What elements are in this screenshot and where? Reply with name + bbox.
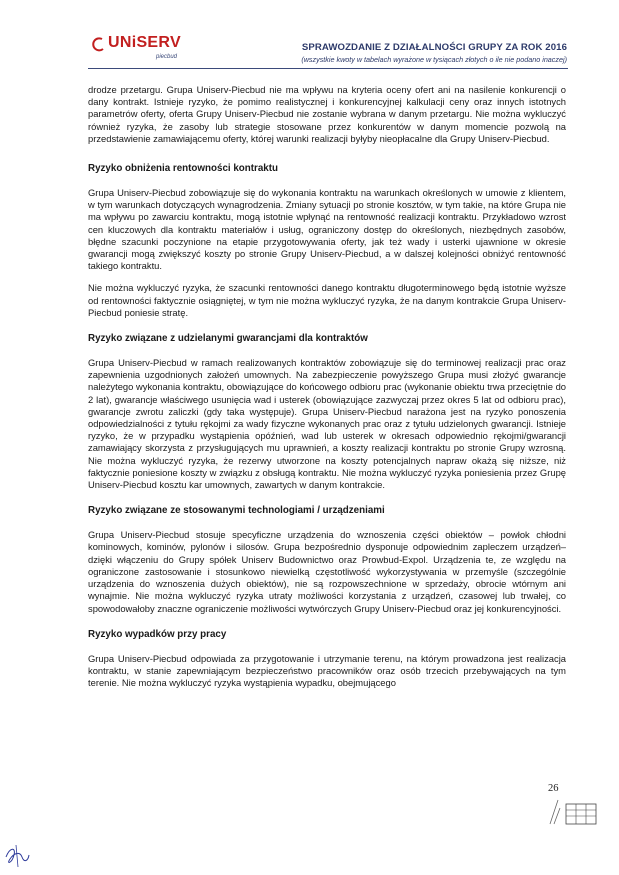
section-heading: Ryzyko związane ze stosowanymi technologiami / urządzeniami (88, 505, 385, 517)
paragraph: Grupa Uniserv-Piecbud stosuje specyficzne urządzenia do wznoszenia części obiektów – powłok chłodni kominowych, kominów, pylonów i silosów. Grupa bezpośrednio dysponuje odpowiednim zapleczem urządzeń– dzięki włączeniu do Grupy spółek Uniserv Budownictwo oraz Prowbud-Expol. Urządzenia te, ze względu na ograniczone zastosowanie i stosunkowo niewielką częstotliwość wykorzystywania w przemyśle (szczególnie urządzenia do wznoszenia dużych obiektów), nie są rozpowszechnione w sprzedaży, obrocie wtórnym ani wynajmie. Nie można wykluczyć ryzyka utraty możliwości korzystania z urządzeń, czasowej lub trwałej, co spowodowałoby znaczne ograniczenie możliwości wytwórczych Grupy Uniserv-Piecbud oraz jej konkurencyjności. (88, 529, 566, 614)
company-logo (92, 34, 212, 68)
header-divider (88, 68, 568, 69)
logo-swirl-icon (92, 36, 106, 52)
paragraph: drodze przetargu. Grupa Uniserv-Piecbud nie ma wpływu na kryteria oceny ofert ani na nasilenie konkurencji o dany kontrakt. Istnieje ryzyko, że pomimo realistycznej i konkurencyjnej kalkulacji ceny oraz innych istotnych parametrów oferty, oferta Grupy Uniserv-Piecbud nie zostanie wybrana w danym przetargu. Nie można wykluczyć również ryzyka, że zasoby lub strategie stosowane przez konkurentów w danym momencie pozwolą na przedstawienie zamawiającemu oferty, której warunki realizacji byłyby nieopłacalne dla Grupy Uniserv-Piecbud. (88, 84, 566, 144)
paragraph: Nie można wykluczyć ryzyka, że szacunki rentowności danego kontraktu długoterminowego będą istotnie wyższe od rentowności faktycznie osiągniętej, w tym nie można wykluczyć ryzyka, że na danym kontrakcie Grupa Uniserv-Piecbud poniesie stratę. (88, 282, 566, 318)
paragraph: Grupa Uniserv-Piecbud zobowiązuje się do wykonania kontraktu na warunkach określonych w umowie z klientem, w tym warunkach dotyczących wynagrodzenia. Zmiany sytuacji po stronie kosztów, w tym takie, na które Grupa nie ma wpływu po zawarciu kontraktu, mogą istotnie wpłynąć na rentowność realizacji kontraktu. Przykładowo wzrost cen kluczowych dla kontraktu materiałów i usług, ograniczony dostęp do określonych, niezbędnych zasobów, błędne szacunki poczynione na etapie przygotowywania oferty, jak też wady i usterki ujawnione w okresie gwarancji mogą zwiększyć koszty po stronie Grupy Uniserv-Piecbud, a w dalszej kolejności obniżyć rentowność takiego kontraktu. (88, 187, 566, 272)
section-heading: Ryzyko wypadków przy pracy (88, 628, 227, 640)
stamp-icon (546, 798, 600, 826)
logo-subtext: piecbud (156, 54, 178, 60)
page-content (88, 84, 566, 699)
page-number: 26 (548, 783, 559, 794)
logo-text: UNiSERV (108, 34, 181, 51)
paragraph: Grupa Uniserv-Piecbud odpowiada za przygotowanie i utrzymanie terenu, na którym prowadzona jest realizacja kontraktu, w stanie zapewniającym bezpieczeństwo pracowników oraz osób trzecich przebywających na tym terenie. Nie można wykluczyć ryzyka wystąpienia wypadku, obejmującego (88, 652, 566, 689)
report-title: SPRAWOZDANIE Z DZIAŁALNOŚCI GRUPY ZA ROK 2016 (301, 42, 567, 53)
section-heading: Ryzyko związane z udzielanymi gwarancjami dla kontraktów (88, 333, 368, 345)
page-header (0, 0, 619, 80)
paragraph: Grupa Uniserv-Piecbud w ramach realizowanych kontraktów zobowiązuje się do terminowej realizacji prac oraz zapewnienia uzgodnionych założeń umownych. Na zabezpieczenie powyższego Grupa musi złożyć gwarancje należytego wykonania kontraktu, obowiązujące do końcowego odbioru prac (wykonanie obiektu trwa przeciętnie do 2 lat), gwarancje właściwego usunięcia wad i usterek (obowiązujące zazwyczaj przez okres 5 lat od odbioru prac), gwarancje zwrotu zaliczki (gdy taka występuje). Grupa Uniserv-Piecbud narażona jest na ryzyko ponoszenia odpowiedzialności z tytułu rękojmi za wady fizyczne wykonanych prac oraz z tytułu udzielonych gwarancji. Istnieje ryzyko, że w przypadku wystąpienia opóźnień, wad lub usterek w okresach odpowiednio rękojmi/gwarancji zamawiający skorzysta z przysługujących mu uprawnień, a koszty realizacji kontraktu po stronie Grupy wzrosną. Nie można wykluczyć ryzyka, że rezerwy utworzone na koszty potencjalnych napraw okażą się niższe, niż faktycznie poniesione koszty w związku z obsługą kontraktu. Nie można wykluczyć ryzyka poniesienia przez Grupę Uniserv-Piecbud kosztu kar umownych, zawartych w danym kontrakcie. (88, 357, 566, 491)
report-note: (wszystkie kwoty w tabelach wyrażone w tysiącach złotych o ile nie podano inaczej) (301, 55, 567, 64)
signature-icon (2, 843, 32, 869)
section-heading: Ryzyko obniżenia rentowności kontraktu (88, 163, 278, 175)
